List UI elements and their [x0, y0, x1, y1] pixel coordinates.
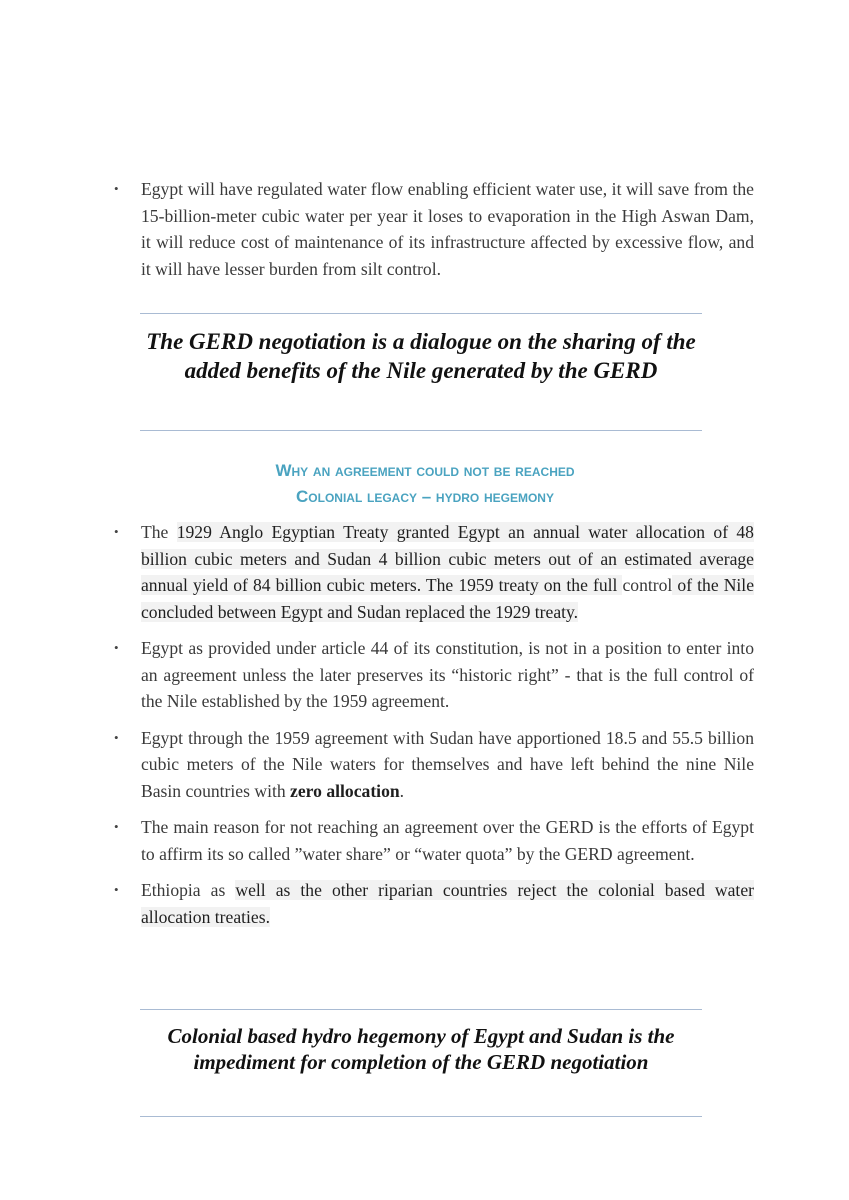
callout-quote-gerd-dialogue	[140, 313, 702, 431]
bullet-text-highlighted: well as the other riparian countries reject the colonial based water allocation treaties.	[141, 880, 754, 927]
callout-text: Colonial based hydro hegemony of Egypt and Sudan is the impediment for completion of the GERD negotiation	[167, 1024, 675, 1074]
bullet-icon: •	[114, 181, 119, 196]
bullet-icon: •	[114, 729, 119, 745]
list-item	[112, 519, 754, 625]
bullet-icon: •	[114, 640, 119, 655]
heading-why-no-agreement: Why an agreement could not be reached	[275, 461, 575, 480]
list-item	[112, 814, 754, 867]
bullet-text: Egypt as provided under article 44 of its constitution, is not in a position to enter into an agreement unless the later preserves its “historic right” - that is the full control of the Nile established by the 1959 agreement.	[141, 638, 754, 711]
callout-quote-hydro-hegemony	[140, 1009, 702, 1117]
bullet-icon: •	[114, 819, 119, 834]
bullet-text-highlighted: 1929 Anglo Egyptian Treaty granted Egypt an annual water allocation of 48 billion cubic meters and Sudan 4 billion cubic meters out of an estimated average annual yield of 84 billion cubic meters. The 1959 treaty on the full	[141, 522, 754, 595]
bullet-icon: •	[114, 524, 119, 539]
callout-text: The GERD negotiation is a dialogue on the sharing of the added benefits of the Nile generated by the GERD	[146, 329, 696, 383]
bullet-text: Egypt will have regulated water flow enabling efficient water use, it will save from the 15-billion-meter cubic water per year it loses to evaporation in the High Aswan Dam, it will reduce cost of maintenance of its infrastructure affected by excessive flow, and it will have lesser burden from silt control.	[141, 179, 754, 279]
bullet-text-bold: zero allocation	[290, 780, 400, 801]
bullet-text-part: The	[141, 522, 177, 542]
list-item	[112, 635, 754, 715]
bullet-text-part: control	[622, 575, 673, 595]
bullet-list-reasons	[112, 519, 754, 940]
bullet-text-part: Egypt through the 1959 agreement with Sudan have apportioned 18.5 and 55.5 billion cubic meters of the Nile waters for themselves and have left behind the nine Nile Basin countries with	[141, 727, 754, 801]
list-item	[112, 725, 754, 805]
heading-colonial-legacy: Colonial legacy – hydro hegemony	[296, 487, 554, 506]
bullet-text: The main reason for not reaching an agreement over the GERD is the efforts of Egypt to affirm its so called ”water share” or “water quota” by the GERD agreement.	[141, 817, 754, 864]
bullet-text-part: .	[399, 780, 405, 801]
bullet-text-highlighted: of the Nile concluded between Egypt and Sudan replaced the 1929 treaty.	[141, 575, 755, 622]
section-heading	[112, 458, 738, 510]
bullet-list-benefits	[112, 176, 754, 292]
bullet-icon: •	[114, 882, 119, 897]
list-item	[112, 877, 754, 930]
list-item	[112, 176, 754, 282]
bullet-text-part: Ethiopia as	[141, 880, 236, 900]
